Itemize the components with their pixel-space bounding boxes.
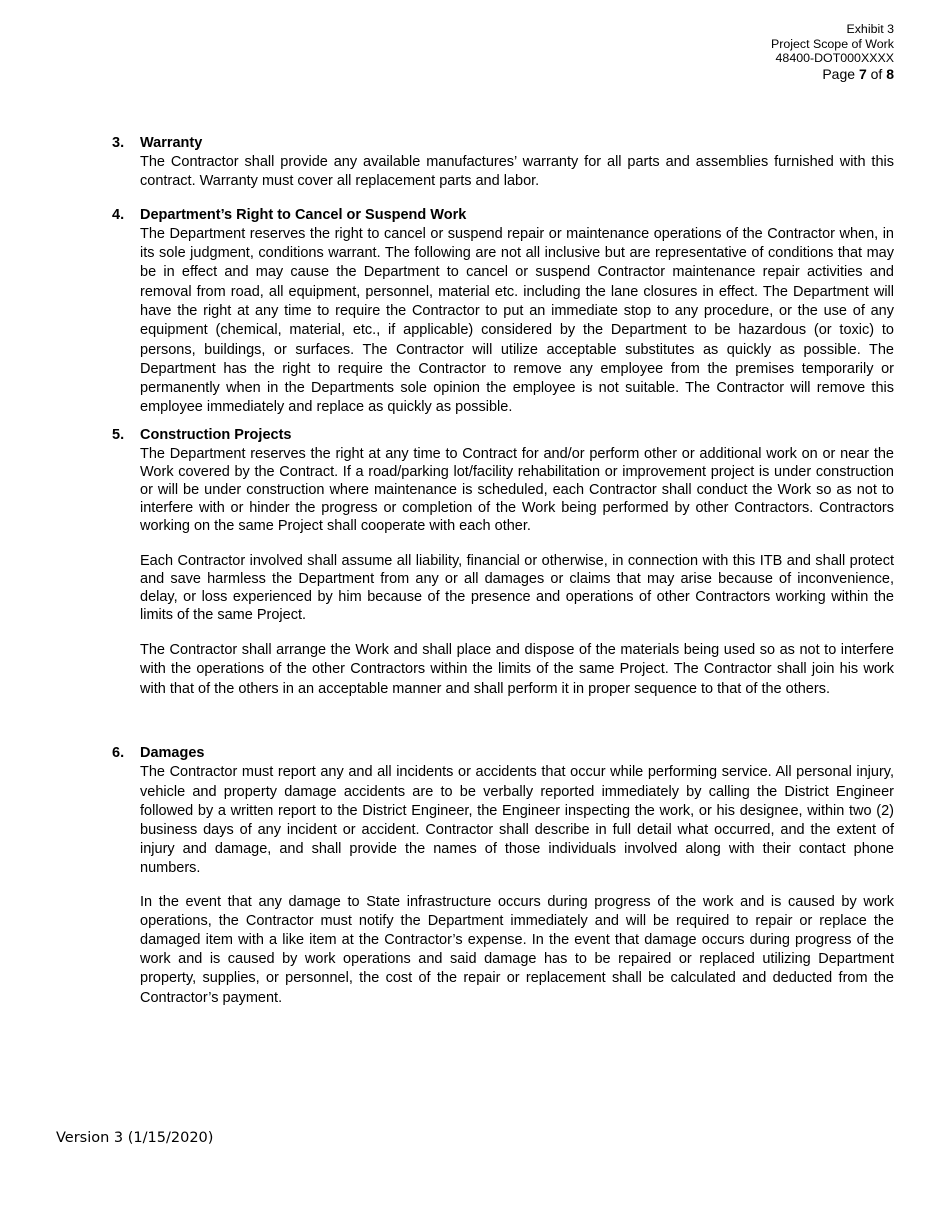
page-total: 8 bbox=[886, 65, 894, 82]
section-title: Department’s Right to Cancel or Suspend Work bbox=[140, 206, 467, 223]
section-number: 4. bbox=[112, 206, 125, 223]
section-right-to-cancel bbox=[112, 206, 894, 418]
page-of: of bbox=[870, 65, 883, 82]
section-warranty bbox=[112, 134, 894, 192]
exhibit-label: Exhibit 3 bbox=[846, 22, 894, 36]
section-number: 6. bbox=[112, 745, 125, 762]
section-heading bbox=[112, 134, 894, 153]
section-paragraph: In the event that any damage to State infrastructure occurs during progress of the work and is caused by work operations, the Contractor must notify the Department immediately and will be required to repair or replace the damaged item with a like item at the Contractor’s expense. In the event that damage occurs during progress of the work and is caused by work operations and said damage has to be repaired or replaced utilizing Department property, supplies, or personnel, the cost of the repair or replacement shall be calculated and deducted from the Contractor’s payment. bbox=[140, 893, 894, 1006]
page-indicator bbox=[594, 66, 894, 82]
page-header bbox=[594, 22, 894, 82]
section-title: Construction Projects bbox=[140, 426, 292, 443]
section-paragraph: Each Contractor involved shall assume all liability, financial or otherwise, in connection with this ITB and shall protect and save harmless the Department from any or all damages or claims that may arise because of inconvenience, delay, or loss experienced by him because of the presence and operations of other Contractors working within the limits of the same Project. bbox=[140, 552, 894, 623]
contract-number: 48400-DOT000XXXX bbox=[775, 51, 894, 66]
section-construction-projects bbox=[112, 426, 894, 699]
section-paragraph: The Contractor shall provide any available manufactures’ warranty for all parts and assemblies furnished with this contract. Warranty must cover all replacement parts and labor. bbox=[140, 154, 894, 190]
version-footer: Version 3 (1/15/2020) bbox=[56, 1130, 214, 1146]
section-paragraph: The Contractor must report any and all incidents or accidents that occur while performing service. All personal injury, vehicle and property damage accidents are to be verbally reported immediately by calling the District Engineer followed by a written report to the District Engineer, the Engineer inspecting the work, or his designee, within two (2) business days of any incident or accident. Contractor shall describe in full detail what occurred, and the extent of injury and damage, and shall provide the names of those individuals involved along with their contact phone numbers. bbox=[140, 764, 894, 877]
section-paragraph: The Department reserves the right to cancel or suspend repair or maintenance operations of the Contractor when, in its sole judgment, conditions warrant. The following are not all inclusive but are representative of conditions that may be in effect and may cause the Department to cancel or suspend Contractor maintenance repair activities and removal from road, all equipment, personnel, material etc. including the lane closures in effect. The Department will have the right at any time to require the Contractor to put an immediate stop to any procedure, or the use of any equipment (chemical, material, etc., if applicable) considered by the Department to be hazardous (or toxic) to persons, buildings, or surfaces. The Contractor will utilize acceptable substitutes as quickly as possible. The Department has the right to require the Contractor to remove any employee from the premises temporarily or permanently when in the Departments sole opinion the employee is not suitable. The Contractor will remove this employee immediately and replace as quickly as possible. bbox=[140, 225, 894, 416]
section-title: Warranty bbox=[140, 135, 203, 151]
section-paragraph: The Contractor shall arrange the Work and shall place and dispose of the materials being used so as not to interfere with the operations of the other Contractors within the limits of the same Project. The Contractor shall join his work with that of the others in an acceptable manner and shall perform it in proper sequence to that of the others. bbox=[140, 641, 894, 697]
section-title: Damages bbox=[140, 745, 205, 762]
section-number: 3. bbox=[112, 135, 125, 151]
section-damages bbox=[112, 744, 894, 1008]
section-heading bbox=[112, 206, 894, 225]
document-body bbox=[112, 134, 894, 1008]
page-label: Page bbox=[822, 65, 856, 82]
section-number: 5. bbox=[112, 426, 125, 443]
section-heading bbox=[112, 744, 894, 763]
document-title: Project Scope of Work bbox=[770, 36, 894, 51]
section-heading bbox=[112, 426, 894, 445]
page-current: 7 bbox=[858, 65, 867, 82]
section-paragraph: The Department reserves the right at any time to Contract for and/or perform other or additional work on or near the Work covered by the Contract. If a road/parking lot/facility rehabilitation or improvement project is under construction or will be under construction where maintenance is scheduled, each Contractor shall conduct the Work so as not to interfere with or hinder the progress or completion of the Work being performed by other Contractors. Contractors working on the same Project shall cooperate with each other. bbox=[140, 445, 894, 534]
